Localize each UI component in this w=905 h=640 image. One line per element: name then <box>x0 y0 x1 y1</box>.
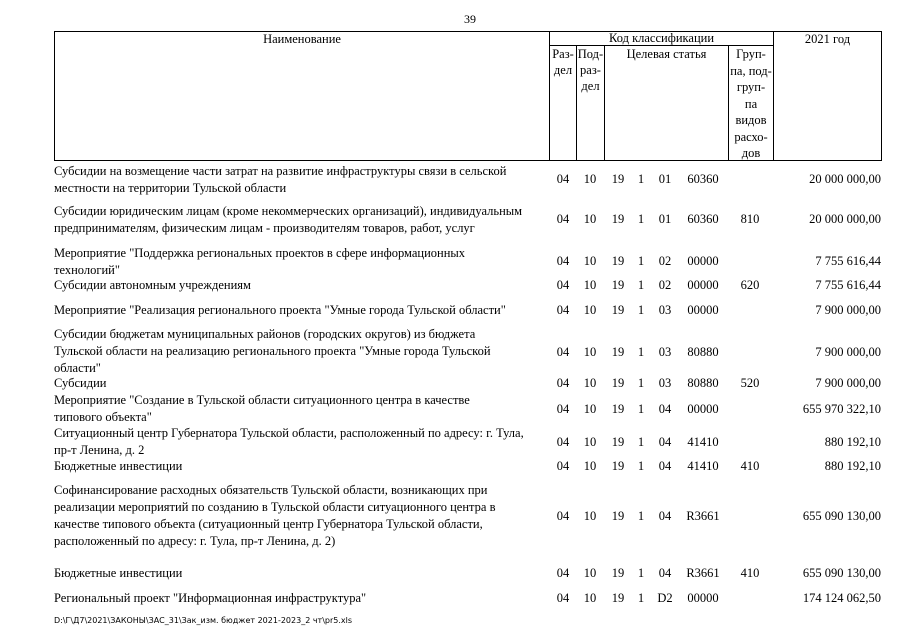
row-section: 04 <box>556 459 570 473</box>
row-subprogram: 1 <box>637 172 645 186</box>
row-section: 04 <box>556 509 570 523</box>
row-subsection: 10 <box>583 509 597 523</box>
row-section: 04 <box>556 402 570 416</box>
header-section: Раз- дел <box>552 47 574 77</box>
row-expense-group: 620 <box>740 278 760 292</box>
row-event: 04 <box>658 566 672 580</box>
row-subprogram: 1 <box>637 303 645 317</box>
row-subprogram: 1 <box>637 254 645 268</box>
row-subsection: 10 <box>583 212 597 226</box>
row-program: 19 <box>611 459 625 473</box>
row-event: 01 <box>658 172 672 186</box>
row-program: 19 <box>611 509 625 523</box>
row-name: Ситуационный центр Губернатора Тульской области, расположенный по адресу: г. Тула, пр-т Ленина, д. 2 <box>54 426 524 457</box>
row-subprogram: 1 <box>637 402 645 416</box>
row-expense-group: 810 <box>740 212 760 226</box>
row-direction: 00000 <box>687 278 719 292</box>
row-name: Субсидии автономным учреждениям <box>54 278 251 292</box>
row-expense-group: 520 <box>740 376 760 390</box>
row-subprogram: 1 <box>637 591 645 605</box>
row-amount: 7 900 000,00 <box>815 345 881 359</box>
row-amount: 7 755 616,44 <box>815 254 881 268</box>
row-name: Региональный проект "Информационная инфраструктура" <box>54 591 367 605</box>
row-subprogram: 1 <box>637 509 645 523</box>
row-name: Субсидии бюджетам муниципальных районов (городских округов) из бюджета Тульской области на реализацию регионального проекта "Умные города Тульской области" <box>54 327 491 375</box>
row-direction: 41410 <box>687 435 719 449</box>
row-subsection: 10 <box>583 303 597 317</box>
header-expense-group: Груп- па, под- груп- па видов расхо- дов <box>730 47 772 160</box>
row-name: Субсидии на возмещение части затрат на развитие инфраструктуры связи в сельской местности на территории Тульской области <box>54 164 507 195</box>
row-section: 04 <box>556 172 570 186</box>
row-subsection: 10 <box>583 376 597 390</box>
row-subprogram: 1 <box>637 566 645 580</box>
row-amount: 20 000 000,00 <box>809 172 881 186</box>
row-section: 04 <box>556 591 570 605</box>
row-subprogram: 1 <box>637 435 645 449</box>
row-section: 04 <box>556 278 570 292</box>
row-subprogram: 1 <box>637 212 645 226</box>
row-name: Мероприятие "Поддержка региональных проектов в сфере информационных технологий" <box>54 246 466 277</box>
row-subsection: 10 <box>583 172 597 186</box>
row-subprogram: 1 <box>637 459 645 473</box>
row-program: 19 <box>611 591 625 605</box>
row-event: 04 <box>658 459 672 473</box>
header-code-group: Код классификации <box>608 31 715 45</box>
row-program: 19 <box>611 345 625 359</box>
row-program: 19 <box>611 376 625 390</box>
row-name: Мероприятие "Создание в Тульской области ситуационного центра в качестве типового объекта" <box>54 393 470 424</box>
row-amount: 7 755 616,44 <box>815 278 881 292</box>
row-expense-group: 410 <box>740 566 760 580</box>
row-event: 04 <box>658 402 672 416</box>
row-subsection: 10 <box>583 345 597 359</box>
row-event: 02 <box>658 278 672 292</box>
header-subsection-divider <box>604 45 605 161</box>
row-direction: R3661 <box>686 509 720 523</box>
row-program: 19 <box>611 435 625 449</box>
row-direction: 00000 <box>687 303 719 317</box>
row-amount: 655 970 322,10 <box>802 402 881 416</box>
row-subprogram: 1 <box>637 376 645 390</box>
row-section: 04 <box>556 212 570 226</box>
row-name: Бюджетные инвестиции <box>54 459 183 473</box>
row-section: 04 <box>556 566 570 580</box>
row-direction: R3661 <box>686 566 720 580</box>
row-section: 04 <box>556 303 570 317</box>
row-event: 03 <box>658 303 672 317</box>
row-program: 19 <box>611 303 625 317</box>
row-subprogram: 1 <box>637 278 645 292</box>
row-amount: 880 192,10 <box>824 435 881 449</box>
header-year: 2021 год <box>804 32 851 46</box>
row-program: 19 <box>611 278 625 292</box>
header-subsection: Под- раз- дел <box>577 47 604 93</box>
header-left-border <box>54 31 55 161</box>
header-target-article: Целевая статья <box>626 47 707 61</box>
row-subsection: 10 <box>583 435 597 449</box>
row-section: 04 <box>556 345 570 359</box>
row-direction: 41410 <box>687 459 719 473</box>
header-name: Наименование <box>263 32 341 46</box>
header-year-divider <box>773 31 774 161</box>
row-program: 19 <box>611 566 625 580</box>
row-amount: 880 192,10 <box>824 459 881 473</box>
row-event: 03 <box>658 345 672 359</box>
header-right-border <box>881 31 882 161</box>
row-amount: 655 090 130,00 <box>802 566 881 580</box>
row-amount: 655 090 130,00 <box>802 509 881 523</box>
row-program: 19 <box>611 212 625 226</box>
row-event: D2 <box>657 591 673 605</box>
row-subsection: 10 <box>583 402 597 416</box>
row-event: 01 <box>658 212 672 226</box>
row-event: 03 <box>658 376 672 390</box>
row-expense-group: 410 <box>740 459 760 473</box>
row-subsection: 10 <box>583 459 597 473</box>
row-direction: 60360 <box>687 212 719 226</box>
row-program: 19 <box>611 254 625 268</box>
row-amount: 20 000 000,00 <box>809 212 881 226</box>
row-subsection: 10 <box>583 591 597 605</box>
row-program: 19 <box>611 172 625 186</box>
row-subsection: 10 <box>583 278 597 292</box>
row-name: Субсидии <box>54 376 107 390</box>
row-event: 04 <box>658 435 672 449</box>
row-subsection: 10 <box>583 254 597 268</box>
row-direction: 00000 <box>687 402 719 416</box>
file-path-footer: D:\Г\Д7\2021\ЗАКОНЫ\ЗАС_31\Зак_изм. бюджет 2021-2023_2 чт\pr5.xls <box>54 616 353 625</box>
row-name: Софинансирование расходных обязательств Тульской области, возникающих при реализации мероприятий по созданию в Тульской области ситуационного центра в качестве типового объекта (ситуационный центр Губернатора Тульской области, расположенный по адресу: г. Тула, пр-т Ленина, д. 2) <box>54 483 496 548</box>
row-subsection: 10 <box>583 566 597 580</box>
row-direction: 00000 <box>687 591 719 605</box>
row-event: 02 <box>658 254 672 268</box>
row-subprogram: 1 <box>637 345 645 359</box>
row-direction: 60360 <box>687 172 719 186</box>
row-name: Мероприятие "Реализация регионального проекта "Умные города Тульской области" <box>54 303 506 317</box>
row-section: 04 <box>556 254 570 268</box>
row-direction: 00000 <box>687 254 719 268</box>
row-amount: 7 900 000,00 <box>815 376 881 390</box>
row-section: 04 <box>556 376 570 390</box>
row-name: Субсидии юридическим лицам (кроме некоммерческих организаций), индивидуальным предпринимателям, физическим лицам - производителям товаров, работ, услуг <box>54 204 523 235</box>
row-name: Бюджетные инвестиции <box>54 566 183 580</box>
row-event: 04 <box>658 509 672 523</box>
page-number: 39 <box>464 12 476 26</box>
row-amount: 174 124 062,50 <box>802 591 881 605</box>
row-direction: 80880 <box>687 376 719 390</box>
row-direction: 80880 <box>687 345 719 359</box>
row-amount: 7 900 000,00 <box>815 303 881 317</box>
row-section: 04 <box>556 435 570 449</box>
row-program: 19 <box>611 402 625 416</box>
